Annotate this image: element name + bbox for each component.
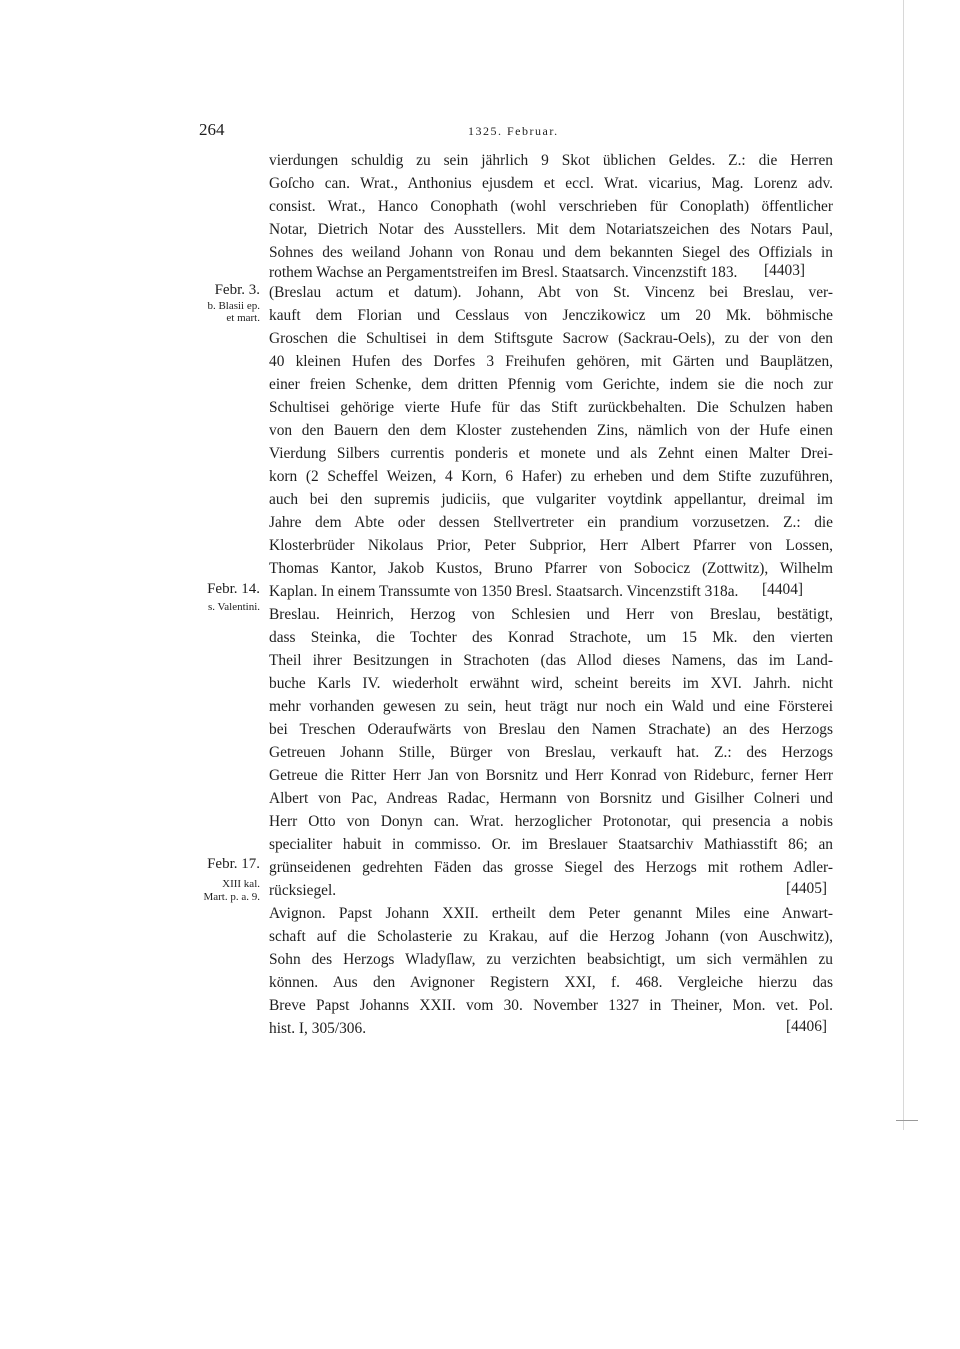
text-line: Breslau. Heinrich, Herzog von Schlesien und Herr von Breslau, bestätigt, (269, 606, 833, 623)
running-head: 1325. Februar. (468, 124, 559, 138)
text-line: Sohnes des weiland Johann von Ronau und dem bekannten Siegel des Offizials in (269, 244, 833, 261)
text-line: Schultisei gehörige vierte Hufe für das Stift zurückbehalten. Die Schulzen haben (269, 399, 833, 416)
text-line: Avignon. Papst Johann XXII. ertheilt dem Peter genannt Miles eine Anwart- (269, 905, 833, 922)
text-line: können. Aus den Avignoner Registern XXI, f. 468. Vergleiche hierzu das (269, 974, 833, 991)
margin-note-date: Febr. 3. (214, 282, 260, 298)
margin-note-feast: s. Valentini. (207, 601, 260, 613)
text-line: Kaplan. In einem Transsumte von 1350 Bresl. Staatsarch. Vincenzstift 318a. (269, 583, 739, 600)
text-line: Notar, Dietrich Notar des Ausstellers. Mit dem Notariatszeichen des Notars Paul, (269, 221, 833, 238)
document-number: [4406] (786, 1018, 828, 1035)
text-line: hist. I, 305/306. (269, 1020, 367, 1037)
margin-note-date: Febr. 14. (207, 581, 260, 597)
margin-note-feast: XIII kal. (222, 878, 260, 890)
text-line: Sohn des Herzogs Wladyſlaw, zu verzichten beabsichtigt, um sich vermählen zu (269, 951, 833, 968)
text-line: Thomas Kantor, Jakob Kustos, Bruno Pfarrer von Sobocicz (Zottwitz), Wilhelm (269, 560, 833, 577)
text-line: auch bei den supremis judiciis, que vulgariter voytdink appellantur, dreimal im (269, 491, 833, 508)
scan-edge-line (903, 0, 904, 1130)
text-line: dass Steinka, die Tochter des Konrad Strachote, um 15 Mk. den vierten (269, 629, 833, 646)
document-number: [4404] (762, 581, 804, 598)
text-line: Groschen die Schultisei in dem Stiftsgute Sacrow (Sackrau-Oels), zu der von den (269, 330, 833, 347)
text-line: schaft auf die Scholasterie zu Krakau, auf die Herzog Johann (von Auschwitz), (269, 928, 833, 945)
text-line: Jahre dem Abte oder dessen Stellvertreter ein prandium vorzusetzen. Z.: die (269, 514, 833, 531)
text-line: bei Treschen Oderaufwärts von Breslau den Namen Strachate) an des Herzogs (269, 721, 833, 738)
text-line: grünseidenen gedrehten Fäden das grosse Siegel des Herzogs mit rothem Adler- (269, 859, 833, 876)
text-line: consist. Wrat., Hanco Conophath (wohl verschrieben für Conoplath) öffentlicher (269, 198, 833, 215)
text-line: Goſcho can. Wrat., Anthonius ejusdem et eccl. Wrat. vicarius, Mag. Lorenz adv. (269, 175, 833, 192)
text-line: kauft dem Florian und Cesslaus von Jenczikowicz um 20 Mk. böhmische (269, 307, 833, 324)
text-line: Vierdung Silbers currentis ponderis et monete und als Zehnt einen Malter Drei- (269, 445, 833, 462)
text-line: Klosterbrüder Nikolaus Prior, Peter Subprior, Herr Albert Pfarrer von Lossen, (269, 537, 833, 554)
text-line: mehr vorhanden gewesen zu sein, heut trägt nur noch ein Wald und eine Försterei (269, 698, 833, 715)
margin-note-feast: b. Blasii ep. (207, 300, 260, 312)
document-number: [4403] (764, 262, 806, 279)
margin-note-date: Febr. 17. (207, 856, 260, 872)
text-line: specialiter habuit in commisso. Or. im Breslauer Staatsarchiv Mathiasstift 86; an (269, 836, 833, 853)
text-line: Herr Otto von Donyn can. Wrat. herzoglicher Protonotar, qui presencia a nobis (269, 813, 833, 830)
text-line: (Breslau actum et datum). Johann, Abt von St. Vincenz bei Breslau, ver- (269, 284, 833, 301)
scan-edge-tick (896, 1120, 918, 1121)
text-line: Getreue die Ritter Herr Jan von Borsnitz und Herr Konrad von Rideburc, ferner Herr (269, 767, 833, 784)
text-line: vierdungen schuldig zu sein jährlich 9 Skot üblichen Geldes. Z.: die Herren (269, 152, 833, 169)
text-line: rothem Wachse an Pergamentstreifen im Bresl. Staatsarch. Vincenzstift 183. (269, 264, 738, 281)
margin-note-feast: Mart. p. a. 9. (203, 891, 260, 903)
text-line: Albert von Pac, Andreas Radac, Hermann von Borsnitz und Gisilher Colneri und (269, 790, 833, 807)
text-line: Theil ihrer Besitzungen in Strachoten (das Allod dieses Namens, das im Land- (269, 652, 833, 669)
text-line: 40 kleinen Hufen des Dorfes 3 Freihufen gehören, mit Gärten und Bauplätzen, (269, 353, 833, 370)
page-number: 264 (199, 120, 225, 139)
text-line: Getreuen Johann Stille, Bürger von Breslau, verkauft hat. Z.: des Herzogs (269, 744, 833, 761)
margin-note-feast: et mart. (226, 312, 260, 324)
text-line: Breve Papst Johanns XXII. vom 30. November 1327 in Theiner, Mon. vet. Pol. (269, 997, 833, 1014)
document-number: [4405] (786, 880, 828, 897)
text-line: rücksiegel. (269, 882, 337, 899)
text-line: von den Bauern den dem Kloster zustehenden Zins, nämlich von der Hufe einen (269, 422, 833, 439)
text-line: korn (2 Scheffel Weizen, 4 Korn, 6 Hafer) zu erheben und dem Stifte zuzuführen, (269, 468, 833, 485)
text-line: einer freien Schenke, dem dritten Pfennig vom Gerichte, indem sie die noch zur (269, 376, 833, 393)
text-line: buche Karls IV. wiederholt erwähnt wird, scheint bereits im XVI. Jahrh. nicht (269, 675, 833, 692)
